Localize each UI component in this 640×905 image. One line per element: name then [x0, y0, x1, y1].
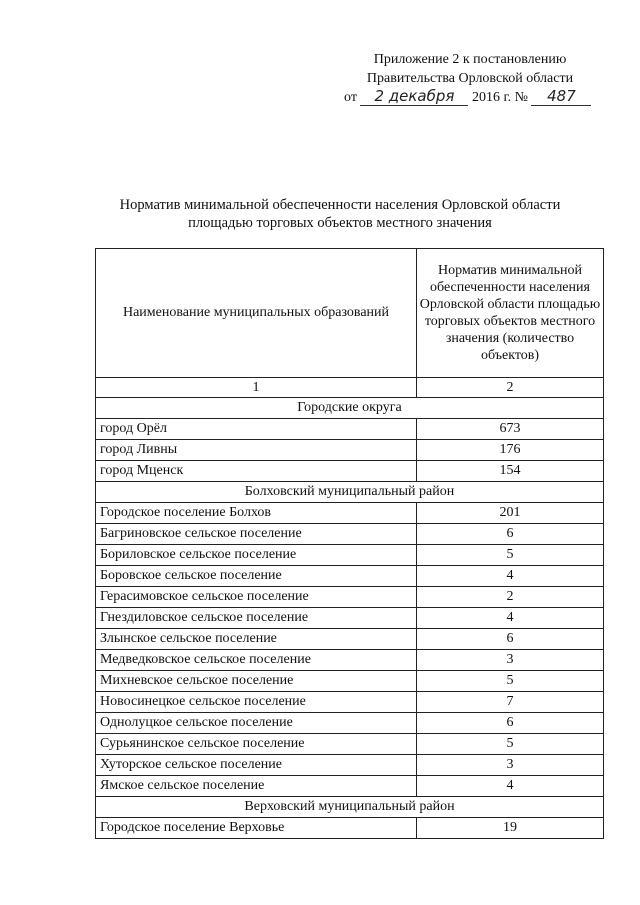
- norms-table: [95, 248, 604, 839]
- norm-value: 2: [417, 587, 604, 608]
- municipality-name: Сурьянинское сельское поселение: [96, 734, 417, 755]
- municipality-name: город Мценск: [96, 461, 417, 482]
- municipality-name: Боровское сельское поселение: [96, 566, 417, 587]
- title-line-1: Норматив минимальной обеспеченности населения Орловской области: [119, 197, 561, 213]
- table-row: [96, 692, 604, 713]
- norm-value: 4: [417, 566, 604, 587]
- title-line-2: площадью торговых объектов местного значения: [188, 215, 492, 231]
- year-text: 2016 г. №: [471, 90, 528, 105]
- municipality-name: Новосинецкое сельское поселение: [96, 692, 417, 713]
- handwritten-date: 2 декабря: [360, 88, 468, 106]
- norm-value: 176: [417, 440, 604, 461]
- appendix-line-1: Приложение 2 к постановлению: [373, 52, 567, 67]
- table-row: [96, 419, 604, 440]
- column-number-row: [96, 378, 604, 398]
- appendix-line-2: Правительства Орловской области: [366, 71, 574, 86]
- municipality-name: Хуторское сельское поселение: [96, 755, 417, 776]
- table-row: [96, 629, 604, 650]
- table-row: [96, 734, 604, 755]
- section-row: [96, 398, 604, 419]
- municipality-name: Злынское сельское поселение: [96, 629, 417, 650]
- table-row: [96, 671, 604, 692]
- norm-value: 673: [417, 419, 604, 440]
- norm-value: 5: [417, 671, 604, 692]
- column-number: 1: [96, 378, 417, 398]
- table-row: [96, 755, 604, 776]
- header-name: Наименование муниципальных образований: [96, 249, 417, 378]
- table-header-row: [96, 249, 604, 378]
- norm-value: 154: [417, 461, 604, 482]
- table-row: [96, 818, 604, 839]
- table-row: [96, 440, 604, 461]
- table-row: [96, 776, 604, 797]
- norm-value: 6: [417, 713, 604, 734]
- municipality-name: Ямское сельское поселение: [96, 776, 417, 797]
- municipality-name: Бориловское сельское поселение: [96, 545, 417, 566]
- table-row: [96, 566, 604, 587]
- table-row: [96, 524, 604, 545]
- municipality-name: Багриновское сельское поселение: [96, 524, 417, 545]
- table-row: [96, 461, 604, 482]
- header-norm: Норматив минимальной обеспеченности населения Орловской области площадью торговых объектов местного значения (количество объектов): [417, 249, 604, 378]
- section-title: Городские округа: [96, 398, 604, 419]
- appendix-header: [340, 50, 600, 107]
- municipality-name: Однолуцкое сельское поселение: [96, 713, 417, 734]
- municipality-name: Городское поселение Болхов: [96, 503, 417, 524]
- appendix-date-line: [340, 88, 600, 107]
- norm-value: 201: [417, 503, 604, 524]
- norm-value: 7: [417, 692, 604, 713]
- norm-value: 5: [417, 545, 604, 566]
- table-row: [96, 608, 604, 629]
- table-row: [96, 713, 604, 734]
- handwritten-number: 487: [531, 88, 591, 106]
- table-row: [96, 503, 604, 524]
- section-row: [96, 797, 604, 818]
- date-prefix: от: [344, 90, 357, 105]
- table-row: [96, 587, 604, 608]
- municipality-name: город Орёл: [96, 419, 417, 440]
- norm-value: 5: [417, 734, 604, 755]
- municipality-name: Гнездиловское сельское поселение: [96, 608, 417, 629]
- norm-value: 19: [417, 818, 604, 839]
- norm-value: 3: [417, 755, 604, 776]
- section-title: Болховский муниципальный район: [96, 482, 604, 503]
- document-title: [90, 196, 590, 232]
- section-row: [96, 482, 604, 503]
- column-number: 2: [417, 378, 604, 398]
- norm-value: 3: [417, 650, 604, 671]
- table-row: [96, 545, 604, 566]
- table-body: [96, 378, 604, 839]
- municipality-name: Михневское сельское поселение: [96, 671, 417, 692]
- table-row: [96, 650, 604, 671]
- municipality-name: Герасимовское сельское поселение: [96, 587, 417, 608]
- norm-value: 4: [417, 776, 604, 797]
- norm-value: 4: [417, 608, 604, 629]
- norm-value: 6: [417, 524, 604, 545]
- norm-value: 6: [417, 629, 604, 650]
- municipality-name: город Ливны: [96, 440, 417, 461]
- municipality-name: Медведковское сельское поселение: [96, 650, 417, 671]
- municipality-name: Городское поселение Верховье: [96, 818, 417, 839]
- section-title: Верховский муниципальный район: [96, 797, 604, 818]
